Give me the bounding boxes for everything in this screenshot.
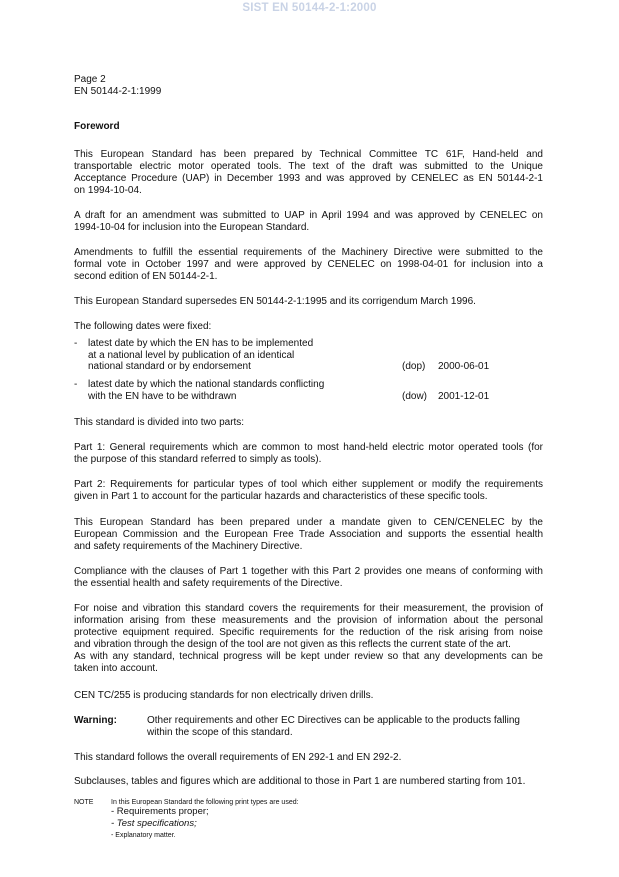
paragraph-line: Other requirements and other EC Directives can be applicable to the products falling — [147, 715, 520, 726]
paragraph-line: This European Standard supersedes EN 50144-2-1:1995 and its corrigendum March 1996. — [74, 296, 476, 307]
paragraph-line: This standard follows the overall requirements of EN 292-1 and EN 292-2. — [74, 752, 402, 763]
paragraph-line: information arising from these measurements and the provision of information about the personal — [74, 614, 543, 626]
note-intro: In this European Standard the following print types are used: — [111, 799, 299, 806]
paragraph-11 — [74, 690, 543, 702]
paragraph-line: 1994-10-04 for inclusion into the European Standard. — [74, 221, 310, 233]
paragraph-line: within the scope of this standard. — [147, 726, 293, 738]
paragraph-line: formal vote in October 1997 and were approved by CENELEC on 1998-04-01 for inclusion into a — [74, 258, 543, 270]
paragraph-line: the purpose of this standard referred to simply as tools). — [74, 453, 322, 465]
paragraph-line: This standard is divided into two parts: — [74, 417, 245, 428]
paragraph-line: A draft for an amendment was submitted to UAP in April 1994 and was approved by CENELEC on — [74, 210, 543, 221]
date-value: 2001-12-01 — [438, 391, 490, 402]
paragraph-12 — [74, 752, 543, 764]
list-dash: - — [74, 379, 78, 390]
standard-reference: EN 50144-2-1:1999 — [74, 86, 162, 97]
paragraph-line: Compliance with the clauses of Part 1 together with this Part 2 provides one means of conforming with — [74, 566, 543, 577]
paragraph-6 — [74, 442, 543, 466]
paragraph-line: The following dates were fixed: — [74, 321, 212, 332]
note-item-test-specifications: - Test specifications; — [111, 818, 197, 829]
date-entry-line: national standard or by endorsement — [88, 361, 251, 373]
paragraph-line: Part 2: Requirements for particular types of tool which either supplement or modify the requirements — [74, 479, 543, 490]
paragraph-line: and vibration through the design of the tool are not given as this reflects the current state of the art. — [74, 638, 511, 650]
paragraph-line: the essential health and safety requirements of the Directive. — [74, 577, 343, 589]
section-heading: Foreword — [74, 121, 120, 132]
page-number: Page 2 — [74, 74, 106, 85]
note-block — [74, 798, 544, 848]
date-entry-line: at a national level by publication of an identical — [88, 349, 295, 361]
date-entry-line: latest date by which the EN has to be implemented — [88, 338, 314, 349]
paragraph-line: transportable electric motor operated tools. The text of the draft was submitted to the Unique — [74, 160, 543, 172]
paragraph-13 — [74, 776, 543, 788]
paragraph-4 — [74, 296, 543, 308]
date-entry-line: with the EN have to be withdrawn — [88, 390, 237, 402]
paragraph-line: given in Part 1 to account for the particular hazards and characteristics of these specific tools. — [74, 490, 488, 502]
note-item-explanatory: - Explanatory matter. — [111, 832, 176, 839]
dates-intro — [74, 321, 543, 333]
paragraph-1 — [74, 149, 543, 197]
date-entry-dop — [74, 338, 544, 373]
paragraph-line: Amendments to fulfill the essential requirements of the Machinery Directive were submitted to the — [74, 247, 543, 258]
date-value: 2000-06-01 — [438, 361, 490, 372]
date-code: (dow) — [402, 391, 428, 402]
date-entry-line: latest date by which the national standards conflicting — [88, 379, 325, 390]
paragraph-line: Part 1: General requirements which are common to most hand-held electric motor operated tools (for — [74, 442, 543, 453]
paragraph-line: second edition of EN 50144-2-1. — [74, 270, 218, 282]
watermark: SIST EN 50144-2-1:2000 — [242, 2, 377, 14]
note-label: NOTE — [74, 799, 94, 806]
paragraph-line: protective equipment required. Specific requirements for the reduction of the risk arising from noise — [74, 626, 543, 638]
paragraph-line: Subclauses, tables and figures which are additional to those in Part 1 are numbered starting from 101. — [74, 776, 526, 787]
paragraph-line: on 1994-10-04. — [74, 184, 142, 196]
note-item-requirements: - Requirements proper; — [111, 806, 209, 817]
paragraph-2 — [74, 210, 543, 234]
warning-label: Warning: — [74, 715, 117, 726]
paragraph-9 — [74, 566, 543, 590]
dates-list — [74, 338, 544, 403]
list-dash: - — [74, 338, 78, 349]
paragraph-8 — [74, 517, 543, 553]
paragraph-5 — [74, 417, 543, 429]
paragraph-line: This European Standard has been prepared by Technical Committee TC 61F, Hand-held and — [74, 149, 543, 160]
paragraph-3 — [74, 247, 543, 283]
warning-text — [147, 715, 543, 739]
paragraph-10 — [74, 603, 543, 674]
paragraph-line: This European Standard has been prepared under a mandate given to CEN/CENELEC by the — [74, 517, 543, 528]
paragraph-line: and safety requirements of the Machinery Directive. — [74, 540, 303, 552]
paragraph-line: taken into account. — [74, 662, 158, 674]
paragraph-line: European Commission and the European Free Trade Association and supports the essential health — [74, 528, 543, 540]
paragraph-line: Acceptance Procedure (UAP) in December 1993 and was approved by CENELEC as EN 50144-2-1 — [74, 172, 543, 184]
paragraph-line: For noise and vibration this standard covers the requirements for their measurement, the provision of — [74, 603, 543, 614]
date-entry-dow — [74, 379, 544, 403]
paragraph-line: As with any standard, technical progress will be kept under review so that any developments can be — [74, 650, 543, 662]
date-code: (dop) — [402, 361, 426, 372]
paragraph-line: CEN TC/255 is producing standards for non electrically driven drills. — [74, 690, 374, 701]
paragraph-7 — [74, 479, 543, 503]
